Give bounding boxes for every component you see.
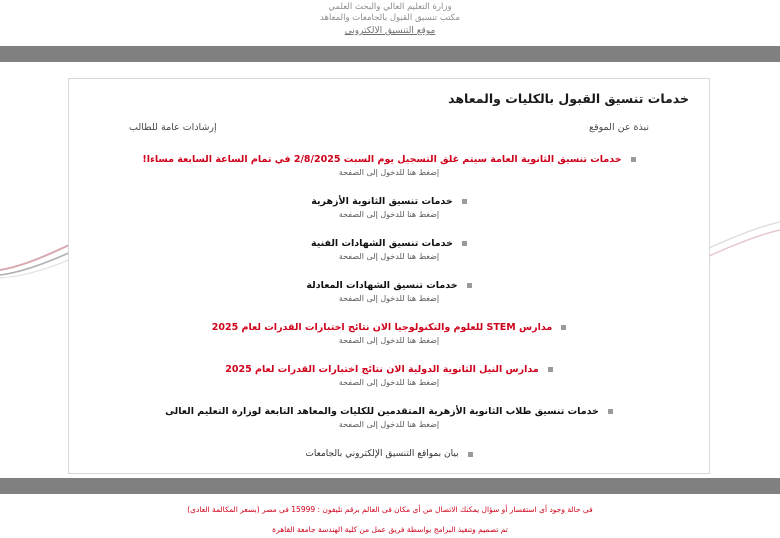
service-link[interactable]: خدمات تنسيق الثانوية العامة سيتم غلق التسجيل يوم السبت 2/8/2025 في تمام الساعة السابعة مساءا! — [142, 153, 635, 166]
enter-page-link[interactable]: إضغط هنا للدخول إلى الصفحة — [338, 168, 440, 177]
enter-page-link[interactable]: إضغط هنا للدخول إلى الصفحة — [338, 336, 440, 345]
list-item — [89, 189, 689, 219]
ministry-name-line1: وزارة التعليم العالي والبحث العلمي — [328, 2, 452, 12]
top-links-row — [69, 106, 709, 133]
list-item — [89, 441, 689, 461]
enter-page-link[interactable]: إضغط هنا للدخول إلى الصفحة — [338, 294, 440, 303]
service-link[interactable]: مدارس STEM للعلوم والتكنولوجيا الان نتائج اختبارات القدرات لعام 2025 — [212, 321, 567, 334]
top-grey-divider — [0, 46, 780, 62]
enter-page-link[interactable]: إضغط هنا للدخول إلى الصفحة — [338, 210, 440, 219]
list-item — [89, 315, 689, 345]
service-link[interactable]: خدمات تنسيق طلاب الثانوية الأزهرية المتقدمين للكليات والمعاهد التابعة لوزارة التعليم العالى — [165, 405, 613, 418]
bottom-grey-divider — [0, 478, 780, 494]
coordination-office-line2: مكتب تنسيق القبول بالجامعات والمعاهد — [320, 13, 460, 23]
site-title-link[interactable]: موقع التنسيق الالكتروني — [344, 26, 436, 36]
list-item — [89, 357, 689, 387]
page-title: خدمات تنسيق القبول بالكليات والمعاهد — [448, 91, 689, 106]
service-link[interactable]: مدارس النيل الثانوية الدولية الان نتائج اختبارات القدرات لعام 2025 — [225, 363, 552, 376]
enter-page-link[interactable]: إضغط هنا للدخول إلى الصفحة — [338, 378, 440, 387]
list-item — [89, 147, 689, 177]
link-about-site[interactable]: نبذة عن الموقع — [589, 122, 649, 133]
enter-page-link[interactable]: إضغط هنا للدخول إلى الصفحة — [338, 420, 440, 429]
enter-page-link[interactable]: إضغط هنا للدخول إلى الصفحة — [338, 252, 440, 261]
services-card — [68, 78, 710, 474]
card-title-row — [69, 79, 709, 106]
footer-contact-line: فى حالة وجود أى استفسار أو سؤال يمكنك الاتصال من أى مكان فى العالم برقم تليفون : 15999 فى مصر (بسعر المكالمة العادى) — [187, 505, 593, 514]
ministry-header — [0, 0, 780, 46]
list-item — [89, 273, 689, 303]
list-item — [89, 399, 689, 429]
link-student-guidelines[interactable]: إرشادات عامة للطالب — [129, 122, 217, 133]
service-link[interactable]: خدمات تنسيق الثانوية الأزهرية — [311, 195, 467, 208]
service-link[interactable]: خدمات تنسيق الشهادات الفنية — [311, 237, 467, 250]
footer-credits-line: تم تصميم وتنفيذ البرامج بواسطة فريق عمل من كلية الهندسة جامعة القاهرة — [272, 525, 508, 534]
list-item — [89, 231, 689, 261]
service-link[interactable]: خدمات تنسيق الشهادات المعادلة — [306, 279, 471, 292]
service-link[interactable]: بيان بمواقع التنسيق الإلكتروني بالجامعات — [305, 448, 472, 461]
services-list — [69, 147, 709, 461]
footer — [0, 502, 780, 538]
